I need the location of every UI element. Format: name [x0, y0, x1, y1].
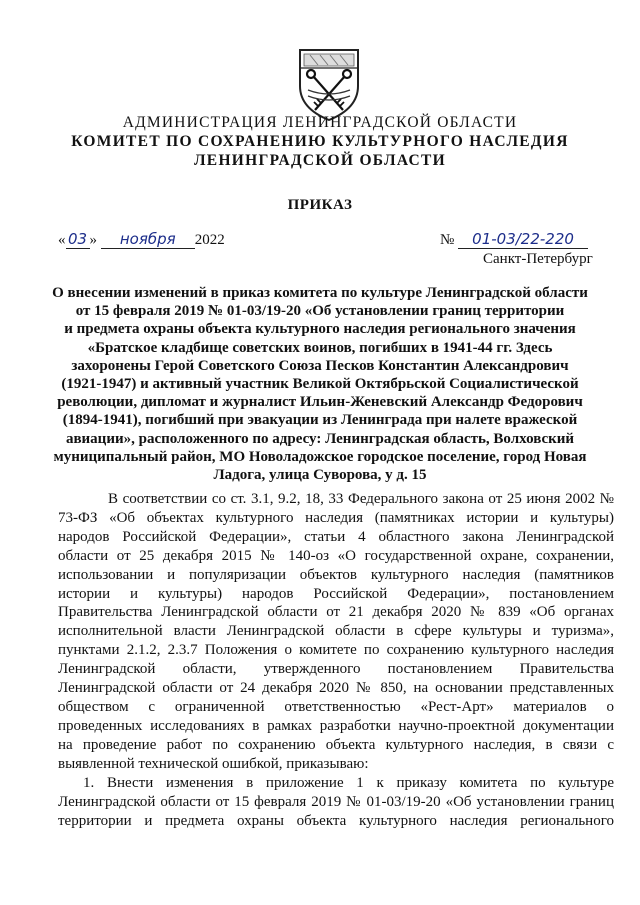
number-prefix: № — [440, 232, 455, 248]
body-line: Ленинградской области от 15 февраля 2019 № 01-03/19-20 «Об установлении границ — [58, 793, 614, 810]
header-committee: КОМИТЕТ ПО СОХРАНЕНИЮ КУЛЬТУРНОГО НАСЛЕДИЯ — [71, 133, 569, 150]
header-region: ЛЕНИНГРАДСКОЙ ОБЛАСТИ — [193, 152, 447, 169]
body-line: проведенных исследованиях в рамках разработки научно-проектной документации — [58, 717, 614, 734]
body-line: выявленной технической ошибкой, приказываю: — [58, 755, 369, 772]
title-line: муниципальный район, МО Новоладожское городское поселение, город Новая — [53, 448, 587, 465]
title-line: Ладога, улица Суворова, у д. 15 — [213, 467, 427, 484]
date-day: 03 — [66, 230, 90, 249]
document-date — [58, 230, 225, 249]
paragraph-item-1 — [58, 774, 614, 831]
document-type: ПРИКАЗ — [287, 197, 353, 213]
date-open-quote: « — [58, 232, 66, 248]
body-line: на проведение работ по сохранению объекта культурного наследия, в связи с — [58, 736, 614, 753]
body-line: 1. Внести изменения в приложение 1 к приказу комитета по культуре — [83, 775, 614, 791]
body-line: территории и предмета охраны объекта культурного наследия регионального — [58, 812, 614, 829]
date-close-quote: » — [89, 232, 97, 248]
paragraph-preamble — [58, 490, 614, 774]
body-line: области от 25 декабря 2015 № 140-оз «О государственной охране, сохранении, — [58, 547, 614, 564]
title-line: захоронены Герой Советского Союза Песков Константин Александрович — [71, 357, 569, 374]
header-administration: АДМИНИСТРАЦИЯ ЛЕНИНГРАДСКОЙ ОБЛАСТИ — [122, 114, 518, 131]
body-line: использовании и популяризации объектов культурного наследия (памятников — [58, 566, 614, 583]
title-line: (1921-1947) и активный участник Великой Октябрьской Социалистической — [61, 376, 579, 393]
title-line: от 15 февраля 2019 № 01-03/19-20 «Об установлении границ территории — [75, 303, 565, 320]
title-line: революции, дипломат и журналист Ильин-Женевский Александр Федорович — [57, 394, 583, 411]
title-line: (1894-1941), погибший при эвакуации из Ленинграда при налете вражеской — [62, 412, 578, 429]
body-line: Правительства Ленинградской области от 21 декабря 2020 № 839 «Об органах — [58, 604, 614, 621]
title-line: О внесении изменений в приказ комитета по культуре Ленинградской области — [52, 285, 588, 301]
document-number — [440, 230, 588, 249]
document-title — [28, 284, 612, 484]
date-year: 2022 — [194, 232, 225, 248]
coat-of-arms-icon — [296, 46, 362, 122]
body-line: исполнительной власти Ленинградской области в сфере культуры и туризма», — [58, 623, 614, 640]
body-line: пунктами 2.1.2, 2.3.7 Положения о комитете по сохранению культурного наследия — [58, 642, 614, 659]
title-line: и предмета охраны объекта культурного наследия регионального значения — [64, 321, 576, 338]
body-line: обществом с ограниченной ответственностью «Рест-Арт» материалов о — [58, 698, 614, 715]
body-line: 73-ФЗ «Об объектах культурного наследия (памятниках истории и культуры) — [58, 509, 614, 526]
body-line: истории и культуры) народов Российской Федерации», постановлением — [58, 585, 614, 602]
document-city: Санкт-Петербург — [483, 251, 593, 267]
title-line: авиации», расположенного по адресу: Ленинградская область, Волховский — [65, 430, 575, 447]
title-line: «Братское кладбище советских воинов, погибших в 1941-44 гг. Здесь — [87, 339, 553, 356]
date-month: ноября — [101, 230, 195, 249]
body-line: Ленинградской области, утвержденного постановлением Правительства — [58, 661, 614, 678]
body-line: Ленинградской области от 24 декабря 2020 № 850, на основании представленных — [58, 680, 614, 697]
body-line: В соответствии со ст. 3.1, 9.2, 18, 33 Федерального закона от 25 июня 2002 № — [108, 491, 614, 507]
number-value: 01-03/22-220 — [458, 230, 588, 249]
body-line: народов Российской Федерации», статьи 4 областного закона Ленинградской — [58, 528, 614, 545]
